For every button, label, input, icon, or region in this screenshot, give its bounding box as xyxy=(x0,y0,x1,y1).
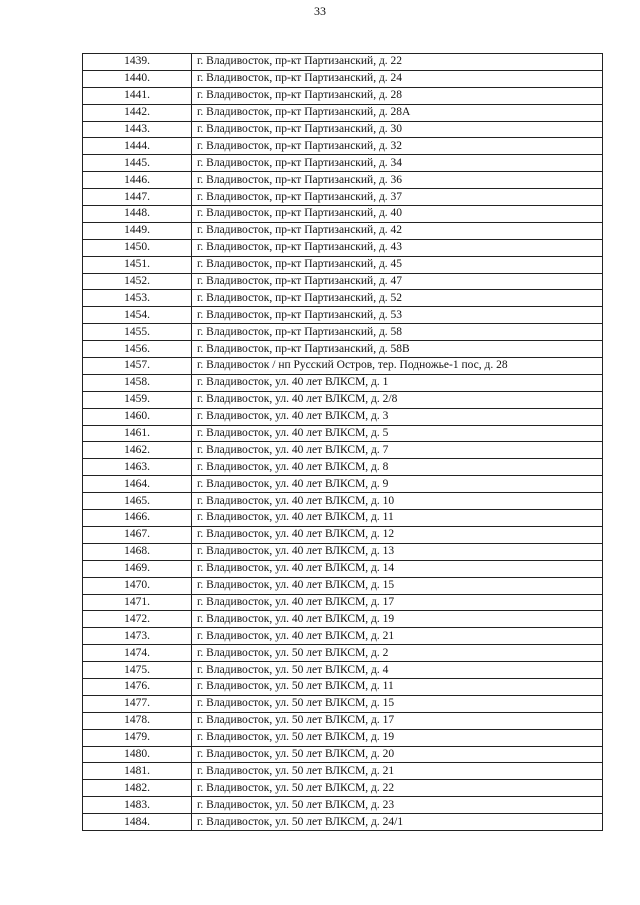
row-address: г. Владивосток, ул. 40 лет ВЛКСМ, д. 7 xyxy=(192,442,603,459)
table-row xyxy=(83,459,603,476)
row-number: 1475. xyxy=(83,662,192,679)
row-address: г. Владивосток, ул. 40 лет ВЛКСМ, д. 10 xyxy=(192,493,603,510)
table-row xyxy=(83,256,603,273)
table-row xyxy=(83,780,603,797)
row-number: 1463. xyxy=(83,459,192,476)
row-number: 1444. xyxy=(83,138,192,155)
row-number: 1443. xyxy=(83,121,192,138)
row-number: 1481. xyxy=(83,763,192,780)
table-row xyxy=(83,493,603,510)
table-row xyxy=(83,526,603,543)
table-row xyxy=(83,814,603,831)
row-number: 1449. xyxy=(83,222,192,239)
row-address: г. Владивосток, пр-кт Партизанский, д. 28А xyxy=(192,104,603,121)
table-row xyxy=(83,87,603,104)
row-number: 1466. xyxy=(83,510,192,527)
row-number: 1456. xyxy=(83,341,192,358)
table-row xyxy=(83,172,603,189)
row-number: 1447. xyxy=(83,189,192,206)
row-address: г. Владивосток, ул. 50 лет ВЛКСМ, д. 11 xyxy=(192,678,603,695)
row-address: г. Владивосток, пр-кт Партизанский, д. 30 xyxy=(192,121,603,138)
row-address: г. Владивосток, пр-кт Партизанский, д. 52 xyxy=(192,290,603,307)
row-address: г. Владивосток, ул. 40 лет ВЛКСМ, д. 13 xyxy=(192,543,603,560)
table-row xyxy=(83,374,603,391)
row-address: г. Владивосток, ул. 40 лет ВЛКСМ, д. 5 xyxy=(192,425,603,442)
table-row xyxy=(83,594,603,611)
row-number: 1483. xyxy=(83,797,192,814)
row-address: г. Владивосток, ул. 50 лет ВЛКСМ, д. 19 xyxy=(192,729,603,746)
table-row xyxy=(83,70,603,87)
row-address: г. Владивосток, ул. 50 лет ВЛКСМ, д. 23 xyxy=(192,797,603,814)
row-number: 1455. xyxy=(83,324,192,341)
table-row xyxy=(83,425,603,442)
table-row xyxy=(83,695,603,712)
row-number: 1452. xyxy=(83,273,192,290)
table-row xyxy=(83,206,603,223)
row-address: г. Владивосток, пр-кт Партизанский, д. 58В xyxy=(192,341,603,358)
row-address: г. Владивосток, ул. 50 лет ВЛКСМ, д. 24/1 xyxy=(192,814,603,831)
table-row xyxy=(83,678,603,695)
row-address: г. Владивосток, ул. 40 лет ВЛКСМ, д. 17 xyxy=(192,594,603,611)
table-row xyxy=(83,290,603,307)
row-address: г. Владивосток, ул. 40 лет ВЛКСМ, д. 19 xyxy=(192,611,603,628)
row-number: 1480. xyxy=(83,746,192,763)
table-row xyxy=(83,358,603,375)
row-number: 1468. xyxy=(83,543,192,560)
row-address: г. Владивосток / нп Русский Остров, тер. Подножье-1 пос, д. 28 xyxy=(192,358,603,375)
row-number: 1440. xyxy=(83,70,192,87)
row-address: г. Владивосток, ул. 40 лет ВЛКСМ, д. 12 xyxy=(192,526,603,543)
address-table-body xyxy=(83,54,603,831)
row-address: г. Владивосток, пр-кт Партизанский, д. 28 xyxy=(192,87,603,104)
table-row xyxy=(83,273,603,290)
row-number: 1457. xyxy=(83,358,192,375)
row-number: 1461. xyxy=(83,425,192,442)
row-address: г. Владивосток, ул. 40 лет ВЛКСМ, д. 21 xyxy=(192,628,603,645)
row-address: г. Владивосток, пр-кт Партизанский, д. 40 xyxy=(192,206,603,223)
row-address: г. Владивосток, ул. 40 лет ВЛКСМ, д. 3 xyxy=(192,408,603,425)
row-address: г. Владивосток, пр-кт Партизанский, д. 34 xyxy=(192,155,603,172)
table-row xyxy=(83,577,603,594)
row-address: г. Владивосток, ул. 50 лет ВЛКСМ, д. 17 xyxy=(192,712,603,729)
row-number: 1442. xyxy=(83,104,192,121)
row-number: 1462. xyxy=(83,442,192,459)
row-number: 1451. xyxy=(83,256,192,273)
row-number: 1472. xyxy=(83,611,192,628)
row-address: г. Владивосток, ул. 40 лет ВЛКСМ, д. 2/8 xyxy=(192,391,603,408)
row-number: 1477. xyxy=(83,695,192,712)
row-number: 1460. xyxy=(83,408,192,425)
table-row xyxy=(83,662,603,679)
row-number: 1479. xyxy=(83,729,192,746)
table-row xyxy=(83,408,603,425)
table-row xyxy=(83,476,603,493)
table-row xyxy=(83,104,603,121)
table-row xyxy=(83,189,603,206)
row-number: 1454. xyxy=(83,307,192,324)
row-number: 1470. xyxy=(83,577,192,594)
row-number: 1446. xyxy=(83,172,192,189)
table-row xyxy=(83,543,603,560)
row-address: г. Владивосток, пр-кт Партизанский, д. 24 xyxy=(192,70,603,87)
row-number: 1476. xyxy=(83,678,192,695)
row-address: г. Владивосток, пр-кт Партизанский, д. 53 xyxy=(192,307,603,324)
row-address: г. Владивосток, пр-кт Партизанский, д. 22 xyxy=(192,54,603,71)
row-address: г. Владивосток, пр-кт Партизанский, д. 58 xyxy=(192,324,603,341)
row-address: г. Владивосток, ул. 40 лет ВЛКСМ, д. 8 xyxy=(192,459,603,476)
table-row xyxy=(83,645,603,662)
table-row xyxy=(83,442,603,459)
table-row xyxy=(83,560,603,577)
row-address: г. Владивосток, ул. 40 лет ВЛКСМ, д. 14 xyxy=(192,560,603,577)
row-number: 1482. xyxy=(83,780,192,797)
row-address: г. Владивосток, ул. 50 лет ВЛКСМ, д. 4 xyxy=(192,662,603,679)
row-address: г. Владивосток, ул. 50 лет ВЛКСМ, д. 15 xyxy=(192,695,603,712)
table-row xyxy=(83,324,603,341)
row-address: г. Владивосток, ул. 40 лет ВЛКСМ, д. 11 xyxy=(192,510,603,527)
row-address: г. Владивосток, пр-кт Партизанский, д. 43 xyxy=(192,239,603,256)
row-number: 1473. xyxy=(83,628,192,645)
row-number: 1453. xyxy=(83,290,192,307)
row-number: 1448. xyxy=(83,206,192,223)
row-number: 1469. xyxy=(83,560,192,577)
row-address: г. Владивосток, пр-кт Партизанский, д. 32 xyxy=(192,138,603,155)
row-address: г. Владивосток, пр-кт Партизанский, д. 37 xyxy=(192,189,603,206)
row-address: г. Владивосток, ул. 50 лет ВЛКСМ, д. 22 xyxy=(192,780,603,797)
row-number: 1445. xyxy=(83,155,192,172)
row-number: 1474. xyxy=(83,645,192,662)
table-row xyxy=(83,155,603,172)
row-address: г. Владивосток, пр-кт Партизанский, д. 47 xyxy=(192,273,603,290)
row-address: г. Владивосток, пр-кт Партизанский, д. 42 xyxy=(192,222,603,239)
row-number: 1484. xyxy=(83,814,192,831)
row-address: г. Владивосток, ул. 40 лет ВЛКСМ, д. 15 xyxy=(192,577,603,594)
table-row xyxy=(83,341,603,358)
row-number: 1464. xyxy=(83,476,192,493)
row-number: 1450. xyxy=(83,239,192,256)
table-row xyxy=(83,712,603,729)
row-address: г. Владивосток, ул. 40 лет ВЛКСМ, д. 1 xyxy=(192,374,603,391)
table-row xyxy=(83,222,603,239)
row-number: 1439. xyxy=(83,54,192,71)
table-row xyxy=(83,307,603,324)
table-row xyxy=(83,746,603,763)
row-number: 1478. xyxy=(83,712,192,729)
table-row xyxy=(83,611,603,628)
row-address: г. Владивосток, ул. 50 лет ВЛКСМ, д. 2 xyxy=(192,645,603,662)
page-number: 33 xyxy=(314,4,326,18)
table-row xyxy=(83,628,603,645)
row-number: 1458. xyxy=(83,374,192,391)
row-address: г. Владивосток, пр-кт Партизанский, д. 36 xyxy=(192,172,603,189)
table-row xyxy=(83,138,603,155)
row-address: г. Владивосток, ул. 50 лет ВЛКСМ, д. 20 xyxy=(192,746,603,763)
table-row xyxy=(83,729,603,746)
table-row xyxy=(83,391,603,408)
row-number: 1465. xyxy=(83,493,192,510)
row-number: 1471. xyxy=(83,594,192,611)
row-number: 1459. xyxy=(83,391,192,408)
row-number: 1441. xyxy=(83,87,192,104)
row-number: 1467. xyxy=(83,526,192,543)
table-row xyxy=(83,510,603,527)
table-row xyxy=(83,797,603,814)
row-address: г. Владивосток, ул. 40 лет ВЛКСМ, д. 9 xyxy=(192,476,603,493)
row-address: г. Владивосток, пр-кт Партизанский, д. 45 xyxy=(192,256,603,273)
table-row xyxy=(83,239,603,256)
table-row xyxy=(83,763,603,780)
table-row xyxy=(83,121,603,138)
table-row xyxy=(83,54,603,71)
row-address: г. Владивосток, ул. 50 лет ВЛКСМ, д. 21 xyxy=(192,763,603,780)
address-table xyxy=(82,53,603,831)
